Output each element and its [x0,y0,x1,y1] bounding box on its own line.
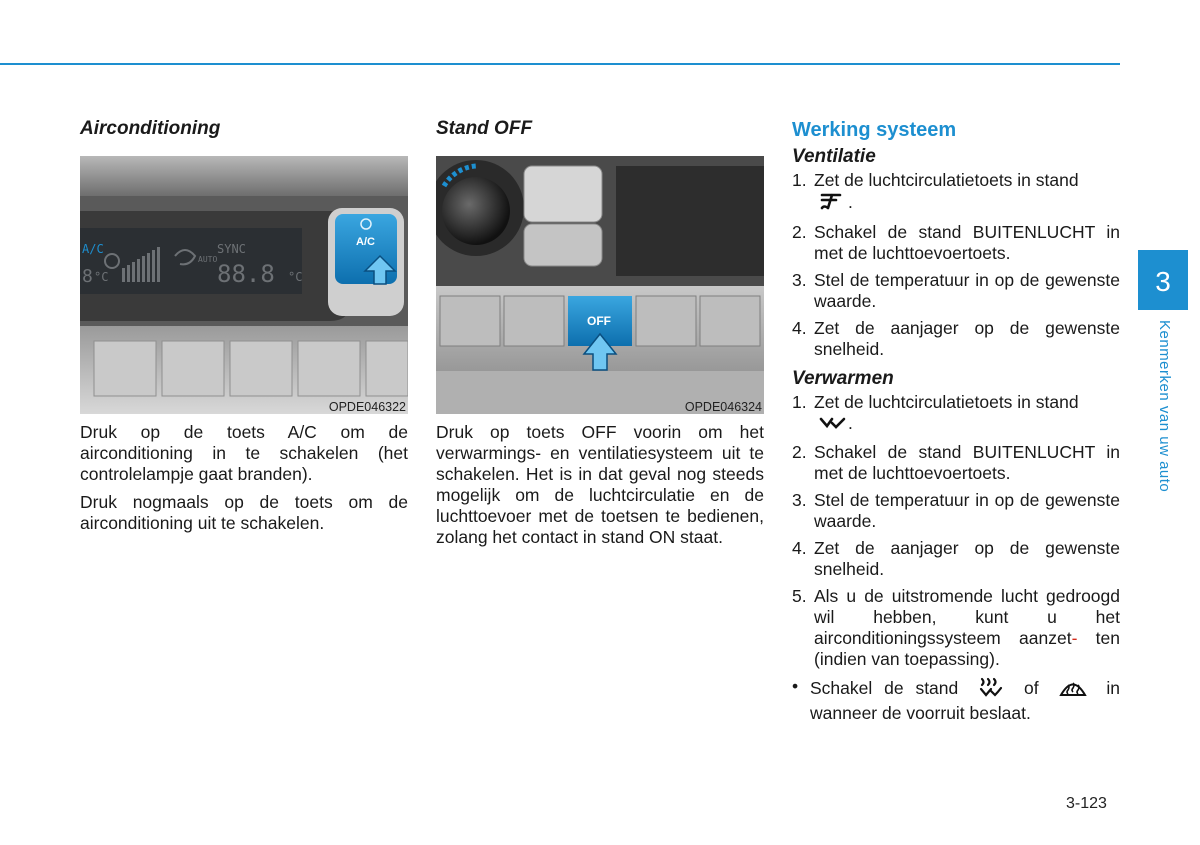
figure-ac-panel [80,156,408,414]
off-panel-illustration [436,156,764,414]
paragraph-stand-off: Druk op toets OFF voorin om het verwarmings- en ventilatiesysteem uit te schakelen. Het is in dat geval nog steeds mogelijk om de luchtcirculatie en de luchttoevoer met de toetsen te bedienen, zolang het contact in stand ON staat. [436,422,764,547]
header-rule [0,63,1120,65]
floor-defrost-icon [978,676,1004,703]
chapter-title-vertical: Kenmerken van uw auto [1156,320,1173,493]
subheading-ventilatie: Ventilatie [792,146,876,167]
list-item: 3. Stel de temperatuur in op de gewenste waarde. [792,490,1120,531]
display-unit-left: °C [94,270,109,284]
figure-code: OPDE046324 [684,400,762,414]
page-number: 3-123 [1066,795,1107,812]
display-temp-right: 88.8 [217,260,275,288]
paragraph-ac-on: Druk op de toets A/C om de airconditioning in te schakelen (het controlelampje gaat branden). [80,422,408,484]
paragraph-ac-off: Druk nogmaals op de toets om de airconditioning uit te schakelen. [80,492,408,533]
list-item: 2. Schakel de stand BUITENLUCHT in met de luchttoevoertoets. [792,442,1120,483]
list-item: 2. Schakel de stand BUITENLUCHT in met de luchttoevoertoets. [792,222,1120,263]
ventilatie-steps [792,170,1120,360]
column-werking-systeem [792,116,1120,724]
list-item: 4. Zet de aanjager op de gewenste snelheid. [792,318,1120,359]
display-sync-indicator: SYNC [217,242,246,256]
column-airconditioning [80,116,408,534]
figure-off-panel [436,156,764,414]
display-unit-right: °C [288,270,303,284]
defrost-icon [1059,676,1087,703]
display-auto-indicator: AUTO [198,255,218,264]
list-item: 1. Zet de luchtcirculatietoets in stand . [792,392,1120,436]
verwarmen-steps [792,392,1120,670]
display-temp-left: 8 [82,266,93,287]
subheading-verwarmen: Verwarmen [792,368,894,389]
list-item: 1. Zet de luchtcirculatietoets in stand . [792,170,1120,216]
section-heading-werking-systeem: Werking systeem [792,119,957,141]
figure-code: OPDE046322 [328,400,406,414]
display-ac-indicator: A/C [82,242,104,256]
column-stand-off [436,116,764,548]
floor-vent-icon [818,413,848,436]
list-item: 3. Stel de temperatuur in op de gewenste waarde. [792,270,1120,311]
list-item: 5. Als u de uitstromende lucht gedroogd wil hebben, kunt u het airconditioningssysteem aanzet- ten (indien van toepassing). [792,586,1120,669]
face-vent-icon [818,191,848,216]
temperature-knob[interactable] [442,177,510,245]
section-heading-stand-off: Stand OFF [436,118,533,139]
list-item: 4. Zet de aanjager op de gewenste snelheid. [792,538,1120,579]
off-button-label[interactable]: OFF [587,314,611,328]
bullet-defrost: • Schakel de stand of in wanneer de voorruit beslaat. [792,676,1120,723]
section-heading-airconditioning: Airconditioning [80,118,221,139]
chapter-tab: 3 [1138,250,1188,310]
ac-button-label[interactable]: A/C [356,236,375,248]
